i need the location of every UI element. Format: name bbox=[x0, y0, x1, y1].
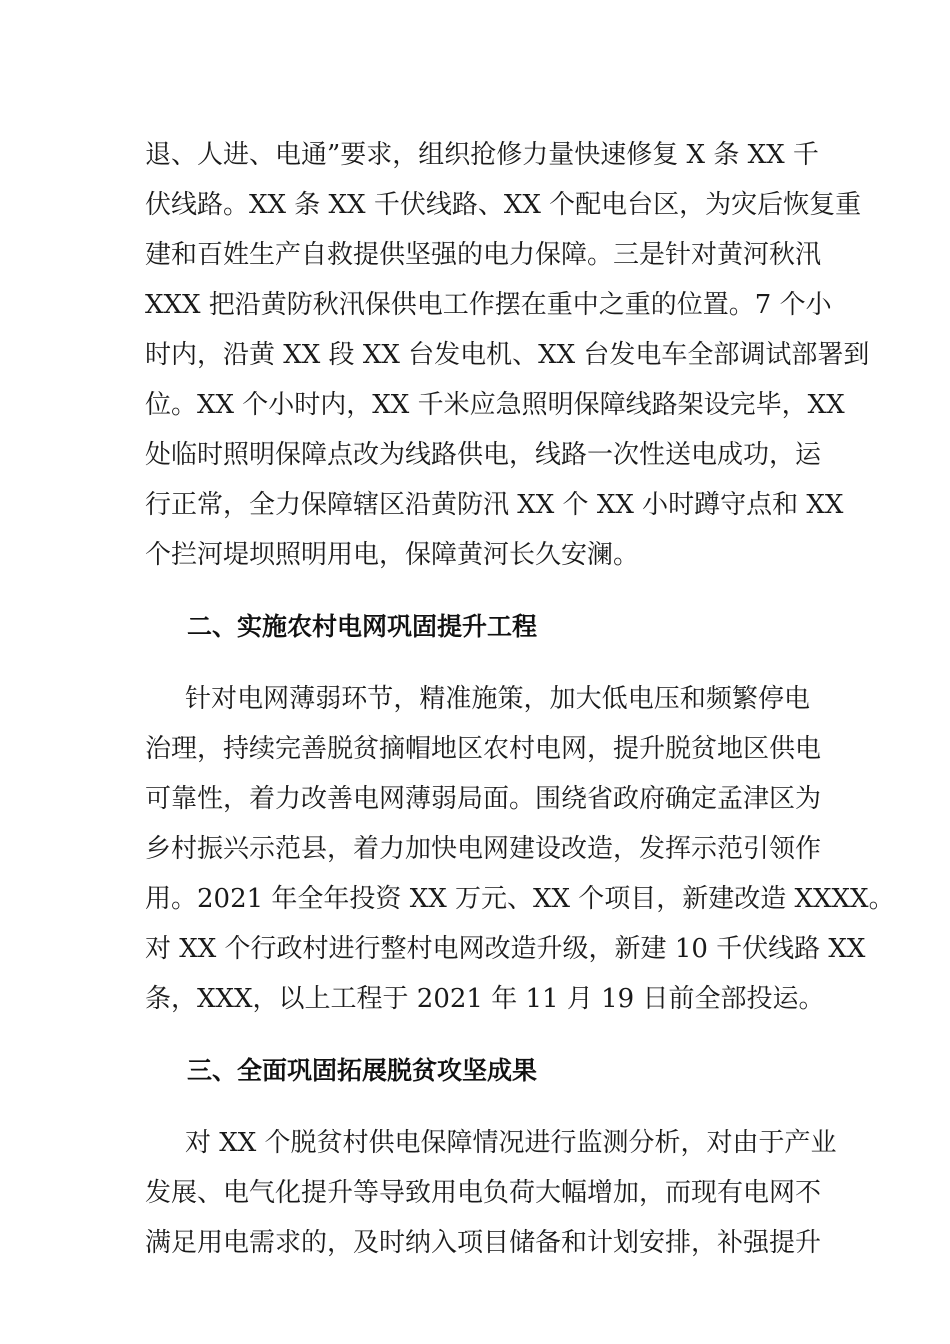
text-line: 处临时照明保障点改为线路供电，线路一次性送电成功，运 bbox=[145, 440, 822, 470]
paragraph-poverty-alleviation bbox=[145, 1118, 837, 1268]
text-line: 用。2021 年全年投资 XX 万元、XX 个项目，新建改造 XXXX。 bbox=[145, 884, 895, 914]
text-line: 治理，持续完善脱贫摘帽地区农村电网，提升脱贫地区供电 bbox=[145, 734, 822, 764]
text-line: 退、人进、电通”要求，组织抢修力量快速修复 X 条 XX 千 bbox=[145, 140, 819, 170]
text-line: 可靠性，着力改善电网薄弱局面。围绕省政府确定孟津区为 bbox=[145, 784, 822, 814]
text-line: 乡村振兴示范县，着力加快电网建设改造，发挥示范引领作 bbox=[145, 834, 822, 864]
text-line: 时内，沿黄 XX 段 XX 台发电机、XX 台发电车全部调试部署到 bbox=[145, 340, 870, 370]
text-line: 位。XX 个小时内，XX 千米应急照明保障线路架设完毕，XX bbox=[145, 390, 845, 420]
section-heading-poverty-alleviation: 三、全面巩固拓展脱贫攻坚成果 bbox=[187, 1056, 538, 1085]
text-line: 行正常，全力保障辖区沿黄防汛 XX 个 XX 小时蹲守点和 XX bbox=[145, 490, 844, 520]
text-line: XXX 把沿黄防秋汛保供电工作摆在重中之重的位置。7 个小 bbox=[145, 290, 832, 320]
document-body bbox=[145, 130, 895, 1268]
paragraph-flood-power-supply bbox=[145, 130, 870, 580]
section-heading-rural-grid: 二、实施农村电网巩固提升工程 bbox=[187, 612, 538, 641]
text-line: 对 XX 个脱贫村供电保障情况进行监测分析，对由于产业 bbox=[185, 1128, 837, 1158]
text-line: 个拦河堤坝照明用电，保障黄河长久安澜。 bbox=[145, 540, 640, 570]
text-line: 建和百姓生产自救提供坚强的电力保障。三是针对黄河秋汛 bbox=[145, 240, 822, 270]
text-line: 对 XX 个行政村进行整村电网改造升级，新建 10 千伏线路 XX bbox=[145, 934, 866, 964]
text-line: 针对电网薄弱环节，精准施策，加大低电压和频繁停电 bbox=[185, 684, 810, 714]
text-line: 发展、电气化提升等导致用电负荷大幅增加，而现有电网不 bbox=[145, 1178, 822, 1208]
paragraph-rural-grid bbox=[145, 674, 895, 1024]
text-line: 条，XXX，以上工程于 2021 年 11 月 19 日前全部投运。 bbox=[145, 984, 825, 1014]
text-line: 伏线路。XX 条 XX 千伏线路、XX 个配电台区，为灾后恢复重 bbox=[145, 190, 862, 220]
text-line: 满足用电需求的，及时纳入项目储备和计划安排，补强提升 bbox=[145, 1228, 822, 1258]
